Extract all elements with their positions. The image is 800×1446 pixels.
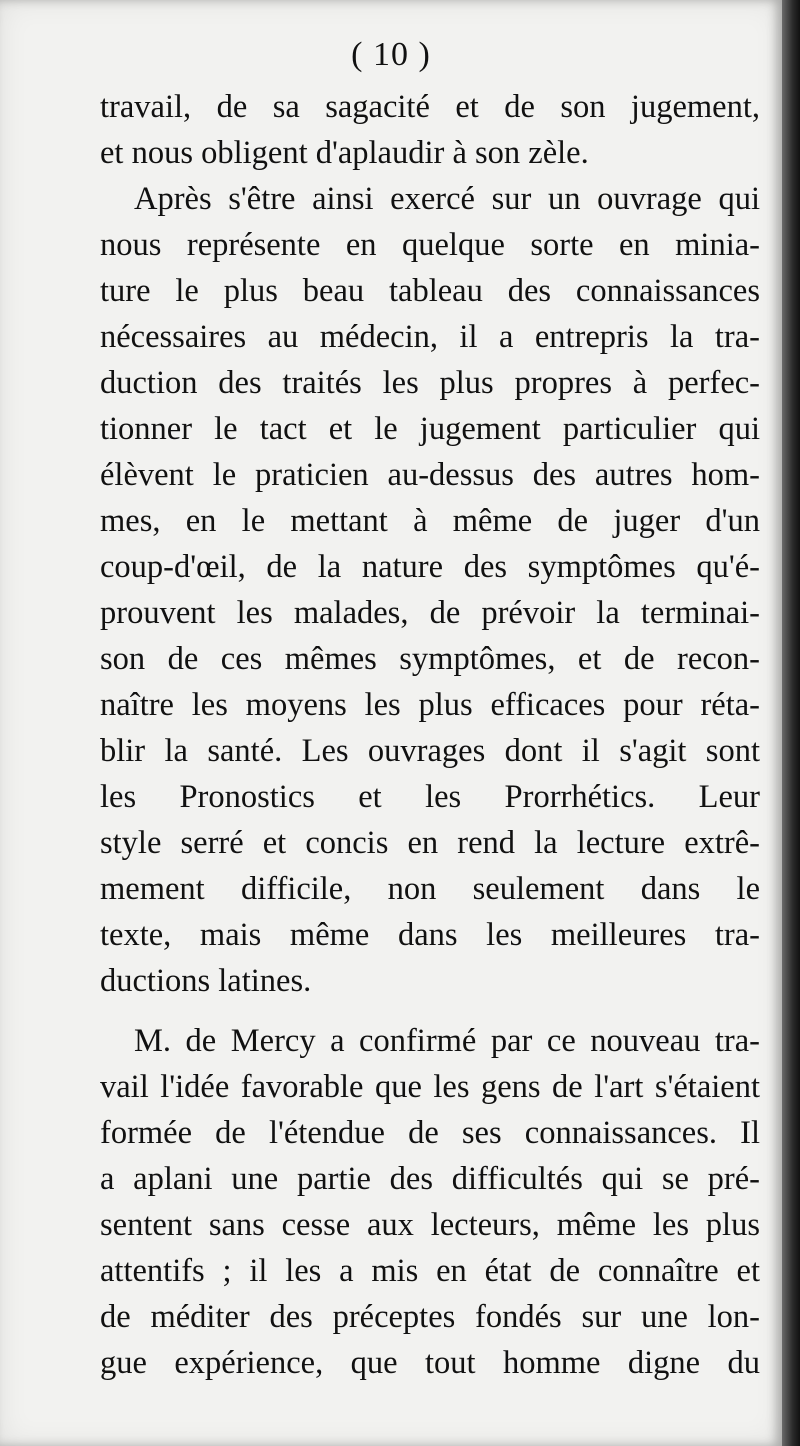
text-line: naître les moyens les plus efficaces pour réta- [100,687,760,723]
text-line: tionner le tact et le jugement particulier qui [100,411,760,447]
page-edge-shadow [782,0,800,1446]
text-line: mes, en le mettant à même de juger d'un [100,503,760,539]
text-line: M. de Mercy a confirmé par ce nouveau tra- [134,1023,760,1059]
text-line: gue expérience, que tout homme digne du [100,1345,760,1381]
text-line: nécessaires au médecin, il a entrepris la tra- [100,319,760,355]
text-line: duction des traités les plus propres à perfec- [100,365,760,401]
paragraph-3 [100,1018,760,1386]
text-line: mement difficile, non seulement dans le [100,871,760,907]
text-line: travail, de sa sagacité et de son jugement, [100,89,760,125]
text-line: sentent sans cesse aux lecteurs, même les plus [100,1207,760,1243]
text-line: et nous obligent d'aplaudir à son zèle. [100,135,589,171]
text-line: prouvent les malades, de prévoir la terminai- [100,595,760,631]
text-line: texte, mais même dans les meilleures tra- [100,917,760,953]
paragraph-1 [100,84,760,176]
text-line: de méditer des préceptes fondés sur une lon- [100,1299,760,1335]
text-line: ductions latines. [100,963,312,999]
text-line: les Pronostics et les Prorrhétics. Leur [100,779,760,815]
paragraph-2 [100,176,760,1004]
text-line: attentifs ; il les a mis en état de connaître et [100,1253,760,1289]
text-line: blir la santé. Les ouvrages dont il s'agit sont [100,733,760,769]
text-line: Après s'être ainsi exercé sur un ouvrage qui [134,181,760,217]
text-line: nous représente en quelque sorte en minia- [100,227,760,263]
text-line: vail l'idée favorable que les gens de l'art s'étaient [100,1069,760,1105]
text-line: son de ces mêmes symptômes, et de recon- [100,641,760,677]
text-line: ture le plus beau tableau des connaissances [100,273,760,309]
text-line: coup-d'œil, de la nature des symptômes qu'é- [100,549,760,585]
text-line: élèvent le praticien au-dessus des autres hom- [100,457,760,493]
text-line: a aplani une partie des difficultés qui se pré- [100,1161,760,1197]
page-number: ( 10 ) [351,36,431,73]
text-line: formée de l'étendue de ses connaissances. Il [100,1115,760,1151]
text-line: style serré et concis en rend la lecture extrê- [100,825,760,861]
body-text [100,84,760,1386]
